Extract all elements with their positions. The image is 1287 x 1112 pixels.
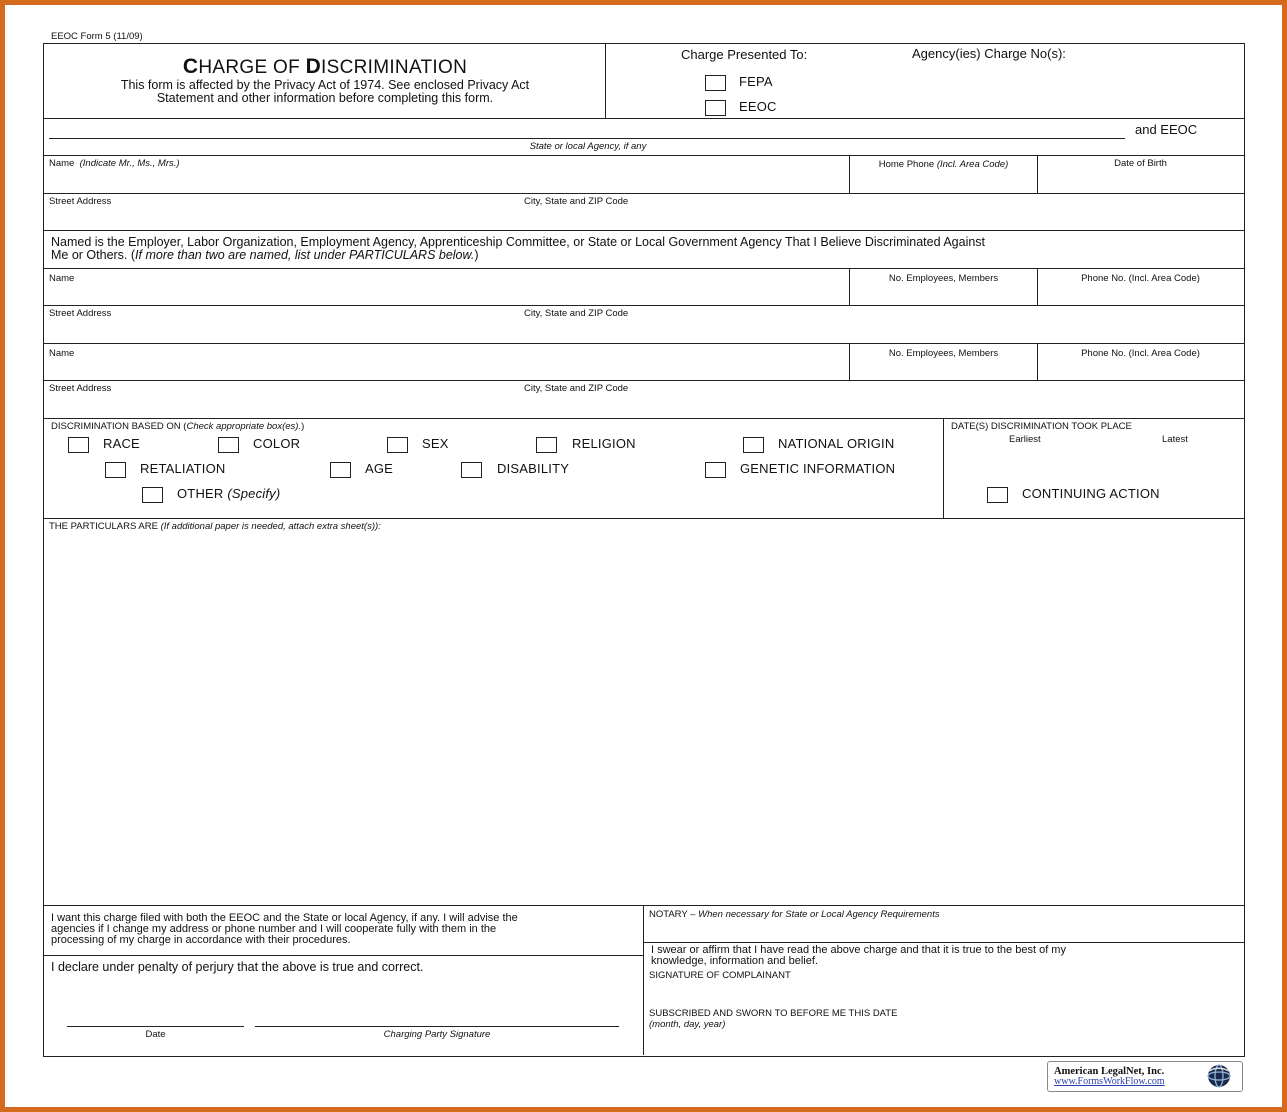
religion-checkbox[interactable] [536, 437, 557, 453]
fepa-label: FEPA [739, 74, 773, 89]
eeoc-checkbox[interactable] [705, 100, 726, 116]
respondent-1-name-label[interactable]: Name [49, 273, 75, 284]
respondent-2-street-label[interactable]: Street Address [49, 383, 112, 394]
fepa-checkbox[interactable] [705, 75, 726, 91]
dates-heading: DATE(S) DISCRIMINATION TOOK PLACE [951, 421, 1132, 432]
subscribed-sworn-hint: (month, day, year) [649, 1019, 726, 1030]
legalnet-company: American LegalNet, Inc. [1054, 1066, 1165, 1077]
form-page [5, 5, 1282, 1107]
complainant-street-label[interactable]: Street Address [49, 196, 112, 207]
globe-icon [1205, 1063, 1233, 1089]
swear-statement-line-1: I swear or affirm that I have read the above charge and that it is true to the best of my [651, 944, 1066, 956]
race-label: RACE [103, 436, 140, 451]
particulars-text-area[interactable] [45, 535, 1241, 903]
date-of-birth-label[interactable]: Date of Birth [1114, 158, 1167, 169]
eeoc-label: EEOC [739, 99, 777, 114]
charging-party-signature-line[interactable] [255, 1026, 619, 1027]
continuing-action-label: CONTINUING ACTION [1022, 486, 1160, 501]
complainant-city-label[interactable]: City, State and ZIP Code [524, 196, 629, 207]
swear-statement-line-2: knowledge, information and belief. [651, 955, 818, 967]
sex-checkbox[interactable] [387, 437, 408, 453]
retaliation-checkbox[interactable] [105, 462, 126, 478]
respondent-1-employees-label[interactable]: No. Employees, Members [888, 273, 999, 284]
continuing-action-checkbox[interactable] [987, 487, 1008, 503]
color-label: COLOR [253, 436, 301, 451]
respondent-intro-line-1: Named is the Employer, Labor Organization, Employment Agency, Apprenticeship Committee, or State or Local Government Agency That I Believe Discriminated Against [51, 235, 986, 249]
filing-statement-line-2: agencies if I change my address or phone number and I will cooperate fully with them in the [51, 923, 497, 935]
respondent-2-city-label[interactable]: City, State and ZIP Code [524, 383, 629, 394]
latest-label[interactable]: Latest [1162, 434, 1188, 445]
subscribed-sworn-label[interactable]: SUBSCRIBED AND SWORN TO BEFORE ME THIS DATE [649, 1008, 898, 1019]
filing-statement-line-3: processing of my charge in accordance with their procedures. [51, 934, 351, 946]
form-id: EEOC Form 5 (11/09) [51, 31, 143, 42]
respondent-2-name-label[interactable]: Name [49, 348, 75, 359]
religion-label: RELIGION [572, 436, 636, 451]
signature-of-complainant-label[interactable]: SIGNATURE OF COMPLAINANT [649, 970, 791, 981]
retaliation-label: RETALIATION [140, 461, 226, 476]
sex-label: SEX [422, 436, 449, 451]
agency-charge-no-label: Agency(ies) Charge No(s): [912, 46, 1066, 61]
national-origin-checkbox[interactable] [743, 437, 764, 453]
form-title: CHARGE OF DISCRIMINATION [182, 55, 468, 78]
basis-heading: DISCRIMINATION BASED ON (Check appropriate box(es).) [51, 421, 305, 432]
other-label: OTHER (Specify) [177, 486, 281, 501]
other-checkbox[interactable] [142, 487, 163, 503]
disability-checkbox[interactable] [461, 462, 482, 478]
respondent-intro-line-2: Me or Others. (If more than two are named, list under PARTICULARS below.) [51, 248, 479, 262]
privacy-notice-line-1: This form is affected by the Privacy Act of 1974. See enclosed Privacy Act [120, 78, 530, 92]
date-signature-line[interactable] [67, 1026, 244, 1027]
age-checkbox[interactable] [330, 462, 351, 478]
genetic-information-checkbox[interactable] [705, 462, 726, 478]
earliest-label[interactable]: Earliest [1009, 434, 1041, 445]
state-agency-caption: State or local Agency, if any [529, 141, 647, 152]
disability-label: DISABILITY [497, 461, 570, 476]
charging-party-signature-label: Charging Party Signature [383, 1029, 491, 1040]
color-checkbox[interactable] [218, 437, 239, 453]
national-origin-label: NATIONAL ORIGIN [778, 436, 895, 451]
respondent-1-phone-label[interactable]: Phone No. (Incl. Area Code) [1081, 273, 1200, 284]
respondent-2-employees-label[interactable]: No. Employees, Members [888, 348, 999, 359]
charge-presented-to-label: Charge Presented To: [681, 47, 808, 62]
race-checkbox[interactable] [68, 437, 89, 453]
respondent-1-street-label[interactable]: Street Address [49, 308, 112, 319]
age-label: AGE [365, 461, 394, 476]
respondent-2-phone-label[interactable]: Phone No. (Incl. Area Code) [1081, 348, 1200, 359]
date-label: Date [145, 1029, 166, 1040]
perjury-statement: I declare under penalty of perjury that the above is true and correct. [51, 960, 424, 974]
home-phone-label[interactable]: Home Phone (Incl. Area Code) [878, 159, 1009, 170]
state-agency-line[interactable] [49, 138, 1125, 139]
respondent-1-city-label[interactable]: City, State and ZIP Code [524, 308, 629, 319]
filing-statement-line-1: I want this charge filed with both the EEOC and the State or local Agency, if any. I will advise the [51, 912, 518, 924]
genetic-information-label: GENETIC INFORMATION [740, 461, 896, 476]
and-eeoc-label: and EEOC [1135, 122, 1198, 137]
privacy-notice-line-2: Statement and other information before completing this form. [156, 91, 494, 105]
particulars-label: THE PARTICULARS ARE (If additional paper is needed, attach extra sheet(s)): [49, 521, 381, 532]
complainant-name-label[interactable]: Name (Indicate Mr., Ms., Mrs.) [49, 158, 180, 169]
notary-label: NOTARY – When necessary for State or Local Agency Requirements [649, 909, 940, 920]
legalnet-url[interactable]: www.FormsWorkFlow.com [1054, 1076, 1165, 1087]
